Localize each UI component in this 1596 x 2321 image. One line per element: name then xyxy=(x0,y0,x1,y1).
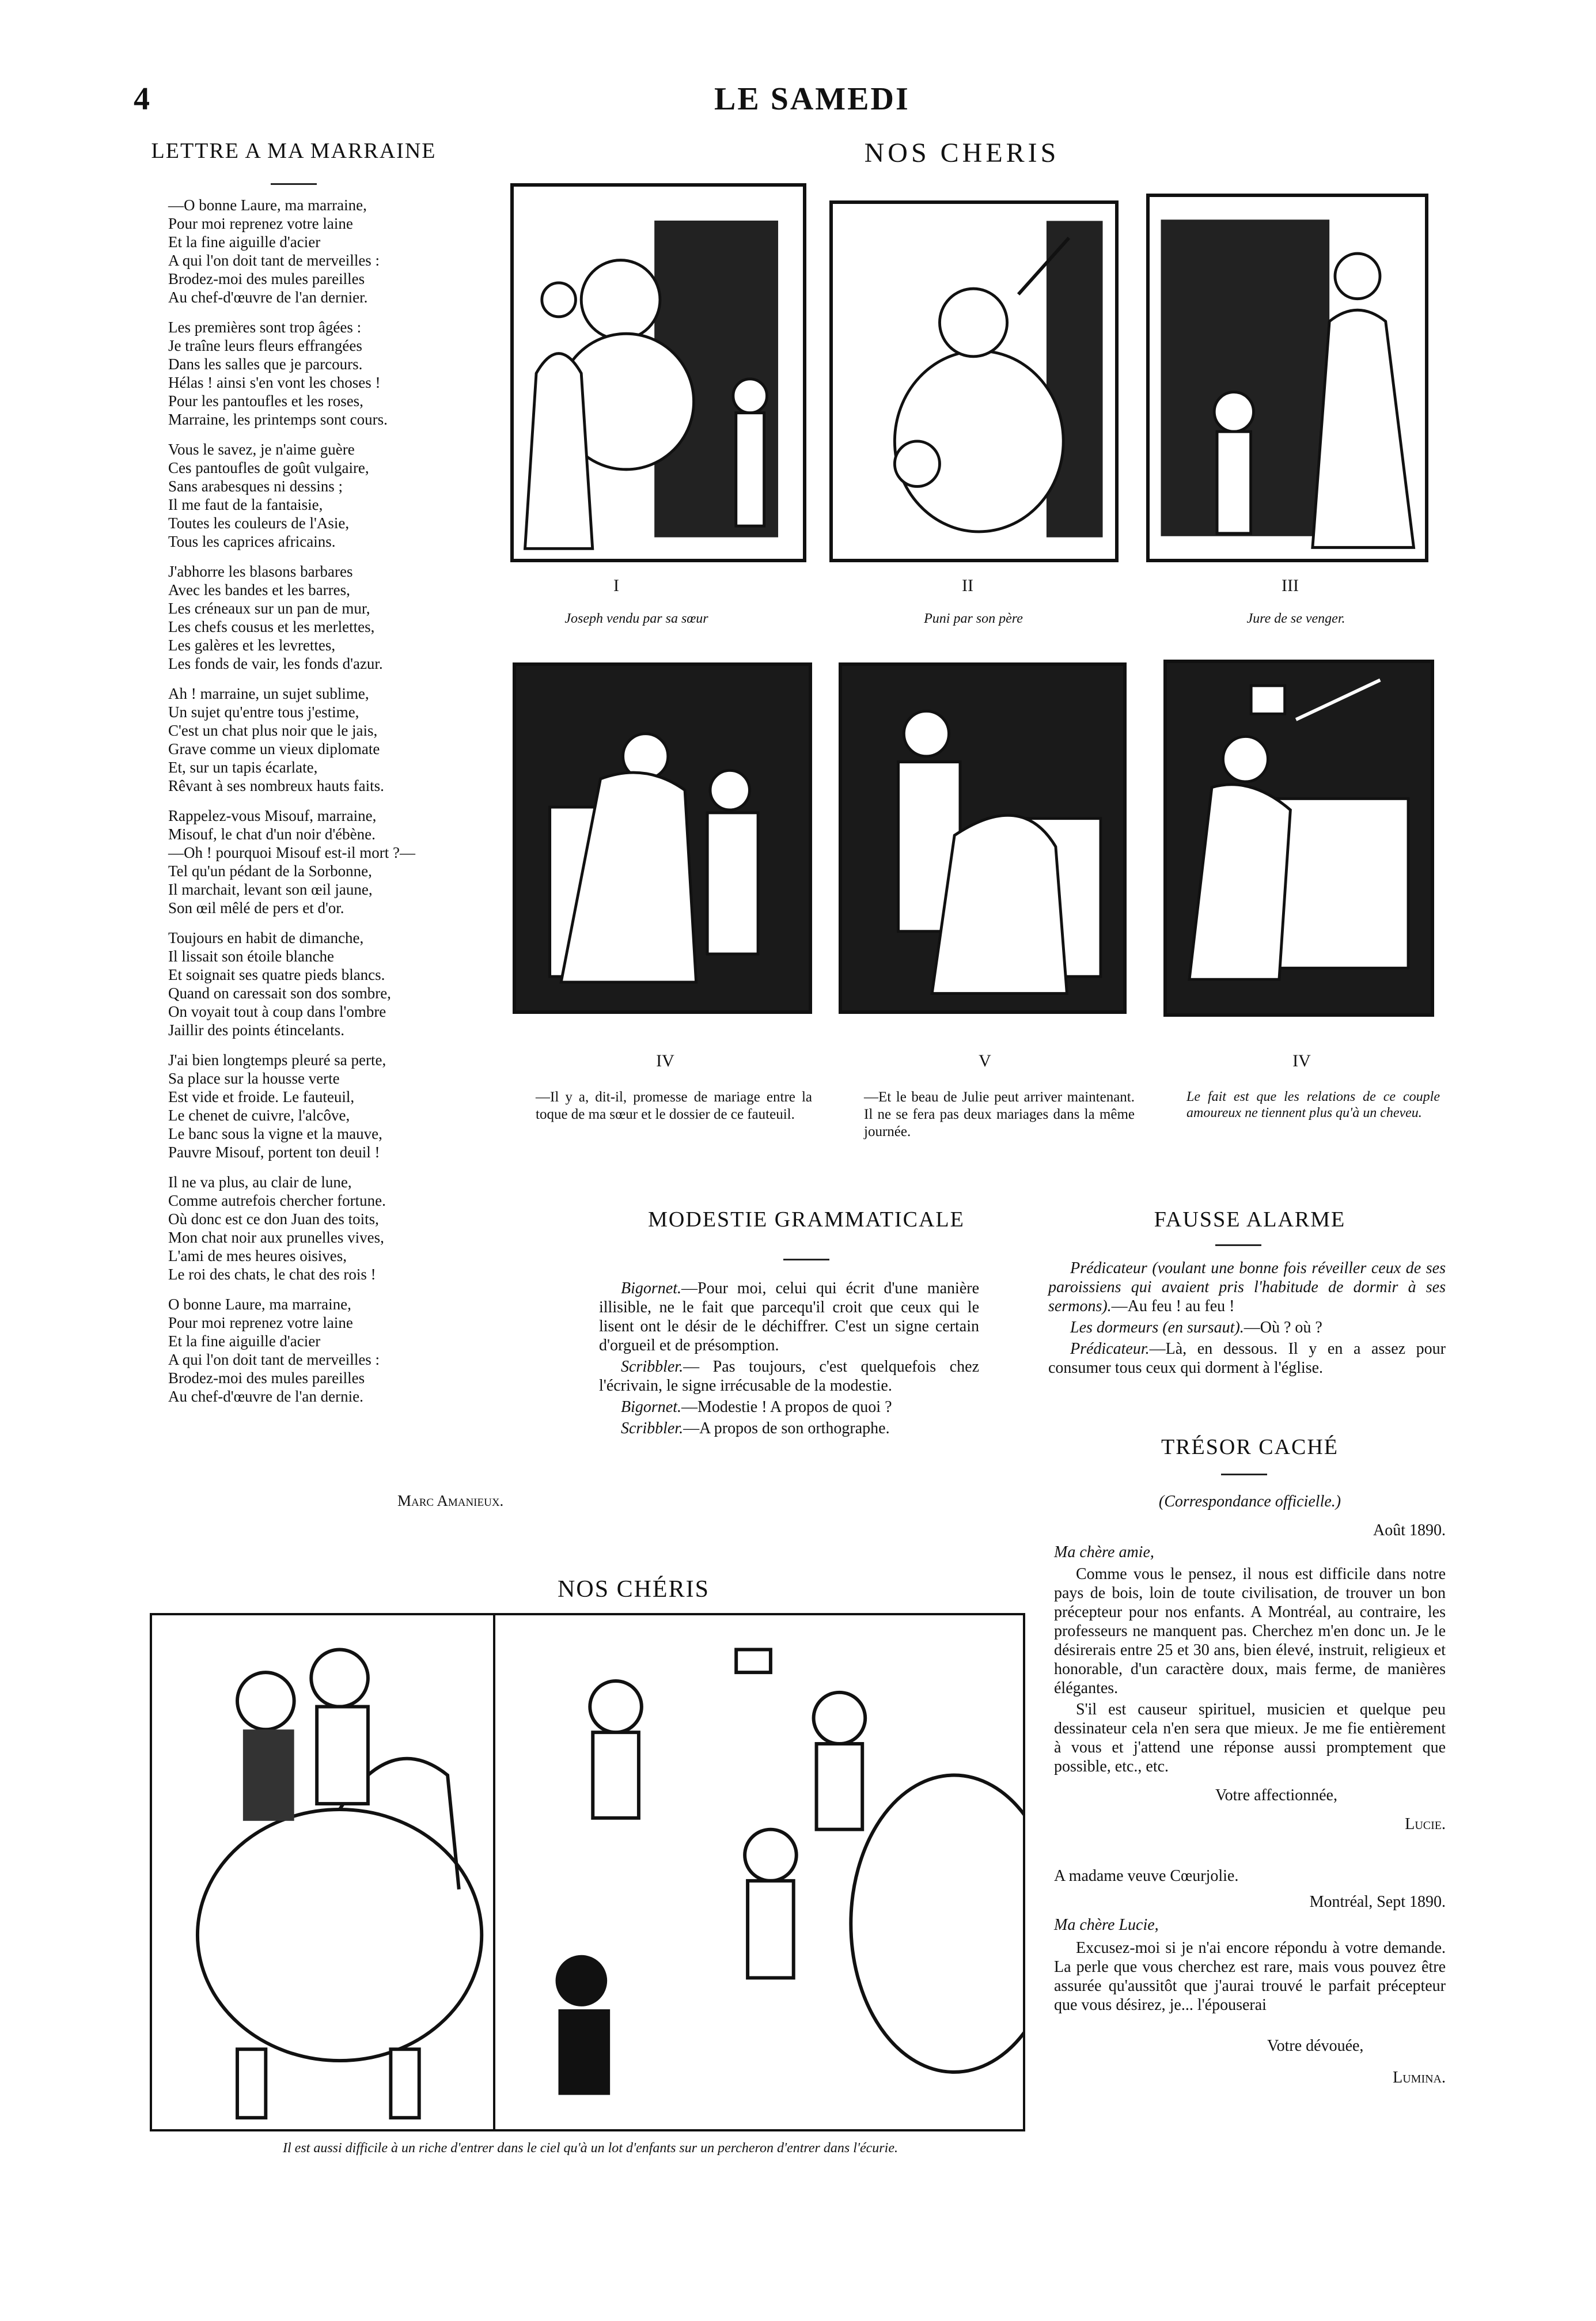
poem-stanza: J'abhorre les blasons barbares Avec les bandes et les barres, Les créneaux sur un pan de mur, Les chefs cousus et les merlettes, Les galères et les levrettes, Les fonds de vair, les fonds d'azur. xyxy=(168,563,383,672)
tresor-address-2: A madame veuve Cœurjolie. xyxy=(1054,1867,1239,1885)
dialogue-speaker: Prédicateur xyxy=(1070,1259,1147,1277)
dialogue-line xyxy=(599,1419,979,1438)
letter-paragraph: S'il est causeur spirituel, musicien et quelque peu dessinateur cela n'en sera que mieux. Je me fie entièrement à vous et j'attend une réponse aussi promptement que possible, etc., etc. xyxy=(1054,1701,1446,1775)
tresor-subtitle: (Correspondance officielle.) xyxy=(1158,1493,1341,1510)
comic-panel-5 xyxy=(839,662,1127,1014)
poem-title: LETTRE A MA MARRAINE xyxy=(151,139,437,163)
fausse-alarme-rule xyxy=(1215,1244,1261,1246)
dialogue-line xyxy=(1048,1259,1446,1316)
bottom-comic-caption: Il est aussi difficile à un riche d'entrer dans le ciel qu'à un lot d'enfants sur un percheron d'entrer dans l'écurie. xyxy=(283,2141,898,2156)
poem-title-rule xyxy=(271,183,317,185)
panel-numeral-1: I xyxy=(613,576,619,595)
comic-top-title: NOS CHERIS xyxy=(864,138,1060,168)
comic-panel-2 xyxy=(829,200,1119,562)
modestie-body xyxy=(599,1279,979,1440)
dialogue-text: —Où ? où ? xyxy=(1244,1319,1322,1336)
dialogue-speaker: Scribbler. xyxy=(621,1358,684,1376)
tresor-rule xyxy=(1221,1474,1267,1475)
poem-stanza: J'ai bien longtemps pleuré sa perte, Sa place sur la housse verte Est vide et froide. Le fauteuil, Le chenet de cuivre, l'alcôve, Le banc sous la vigne et la mauve, Pauvre Misouf, portent ton deuil ! xyxy=(168,1051,386,1161)
dialogue-line xyxy=(1048,1318,1446,1337)
panel-caption-5: —Et le beau de Julie peut arriver maintenant. Il ne se fera pas deux mariages dans la même journée. xyxy=(864,1089,1135,1139)
newspaper-title: LE SAMEDI xyxy=(714,81,910,117)
dialogue-speaker: Bigornet. xyxy=(621,1398,681,1416)
tresor-sign-1: Lucie. xyxy=(1405,1815,1446,1833)
dialogue-speaker: Scribbler. xyxy=(621,1419,684,1437)
panel-numeral-4: IV xyxy=(656,1051,674,1070)
bottom-comic-left-panel xyxy=(150,1613,495,2131)
poem-stanza: Les premières sont trop âgées : Je traîne leurs fleurs effrangées Dans les salles que je parcours. Hélas ! ainsi s'en vont les choses ! Pour les pantoufles et les roses, Marraine, les printemps sont cours. xyxy=(168,319,388,428)
dialogue-speaker: Prédicateur. xyxy=(1070,1340,1150,1358)
comic-panel-1 xyxy=(510,183,806,562)
comic-panel-3 xyxy=(1146,194,1428,562)
tresor-letter-2 xyxy=(1054,1938,1446,2017)
fausse-alarme-title: FAUSSE ALARME xyxy=(1154,1207,1346,1232)
modestie-title: MODESTIE GRAMMATICALE xyxy=(648,1207,965,1232)
panel-numeral-3: III xyxy=(1282,576,1299,595)
dialogue-line xyxy=(599,1357,979,1395)
letter-paragraph: Comme vous le pensez, il nous est difficile dans notre pays de bois, loin de toute civilisation, de trouver un bon précepteur pour nos enfants. A Montréal, au contraire, les professeurs ne manquent pas. Cherchez m'en donc un. Je le désirerais entre 25 et 30 ans, bien élevé, instruit, religieux et honorable, d'un caractère doux, mais ferme, de manières élégantes. xyxy=(1054,1565,1446,1697)
poem-stanza: —O bonne Laure, ma marraine, Pour moi reprenez votre laine Et la fine aiguille d'acier A qui l'on doit tant de merveilles : Brodez-moi des mules pareilles Au chef-d'œuvre de l'an dernier. xyxy=(168,196,380,306)
poem-stanza: Ah ! marraine, un sujet sublime, Un sujet qu'entre tous j'estime, C'est un chat plus noir que le jais, Grave comme un vieux diplomate Et, sur un tapis écarlate, Rêvant à ses nombreux hauts faits. xyxy=(168,685,384,794)
panel-caption-4: —Il y a, dit-il, promesse de mariage entre la toque de ma sœur et le dossier de ce fauteuil. xyxy=(536,1089,812,1122)
dialogue-speaker: Bigornet. xyxy=(621,1279,681,1297)
dialogue-text: —Pour moi, celui qui écrit d'une manière illisible, ne le fait que parcequ'il croit que ceux qui le lisent ont le désir de le déchiffrer. C'est un signe certain d'orgueil et de présomption. xyxy=(599,1279,979,1354)
dialogue-text: —Là, en dessous. Il y en a assez pour consumer tous ceux qui dorment à l'église. xyxy=(1048,1340,1446,1377)
panel-caption-6: Le fait est que les relations de ce couple amoureux ne tiennent plus qu'à un cheveu. xyxy=(1186,1089,1440,1120)
poem-stanza: Vous le savez, je n'aime guère Ces pantoufles de goût vulgaire, Sans arabesques ni dessins ; Il me faut de la fantaisie, Toutes les couleurs de l'Asie, Tous les caprices africains. xyxy=(168,441,369,550)
comic-panel-4 xyxy=(513,662,812,1014)
poem-stanza: Toujours en habit de dimanche, Il lissait son étoile blanche Et soignait ses quatre pieds blancs. Quand on caressait son dos sombre, On voyait tout à coup dans l'ombre Jaillir des points étincelants. xyxy=(168,929,391,1039)
bottom-comic-right-panel xyxy=(495,1613,1025,2131)
panel-caption-3: Jure de se venger. xyxy=(1246,611,1345,626)
dialogue-speaker: Les dormeurs xyxy=(1070,1319,1159,1336)
panel-numeral-2: II xyxy=(962,576,973,595)
comic-panel-6 xyxy=(1163,660,1434,1017)
poem-stanza: Il ne va plus, au clair de lune, Comme autrefois chercher fortune. Où donc est ce don Juan des toits, Mon chat noir aux prunelles vives, L'ami de mes heures oisives, Le roi des chats, le chat des rois ! xyxy=(168,1173,386,1283)
dialogue-stage-direction: (en sursaut). xyxy=(1162,1319,1244,1336)
poem-signature: Marc Amanieux. xyxy=(397,1492,504,1509)
tresor-sign-2: Lumina. xyxy=(1393,2069,1446,2087)
tresor-salutation-1: Ma chère amie, xyxy=(1054,1543,1154,1561)
tresor-date-2: Montréal, Sept 1890. xyxy=(1309,1893,1446,1911)
dialogue-line xyxy=(599,1398,979,1417)
poem-stanza: O bonne Laure, ma marraine, Pour moi reprenez votre laine Et la fine aiguille d'acier A qui l'on doit tant de merveilles : Brodez-moi des mules pareilles Au chef-d'œuvre de l'an dernie. xyxy=(168,1296,380,1405)
dialogue-text: —A propos de son orthographe. xyxy=(683,1419,890,1437)
dialogue-line xyxy=(1048,1339,1446,1377)
tresor-closing-1: Votre affectionnée, xyxy=(1215,1786,1337,1804)
letter-paragraph: Excusez-moi si je n'ai encore répondu à votre demande. La perle que vous cherchez est rare, mais vous pouvez être assurée qu'aussitôt que j'aurai trouvé le parfait précepteur que vous désirez, je... l'épouserai xyxy=(1054,1939,1446,2014)
fausse-alarme-body xyxy=(1048,1259,1446,1380)
dialogue-text: —Au feu ! au feu ! xyxy=(1111,1297,1235,1315)
poem-stanza: Rappelez-vous Misouf, marraine, Misouf, le chat d'un noir d'ébène. —Oh ! pourquoi Misouf est-il mort ?— Tel qu'un pédant de la Sorbonne, Il marchait, levant son œil jaune, Son œil mêlé de pers et d'or. xyxy=(168,807,415,917)
modestie-rule xyxy=(783,1259,829,1260)
panel-caption-1: Joseph vendu par sa sœur xyxy=(564,611,708,626)
dialogue-text: —Modestie ! A propos de quoi ? xyxy=(681,1398,892,1416)
tresor-salutation-2: Ma chère Lucie, xyxy=(1054,1916,1159,1934)
panel-numeral-6: IV xyxy=(1292,1051,1311,1070)
dialogue-text: — Pas toujours, c'est quelquefois chez l'écrivain, le signe irrécusable de la modestie. xyxy=(599,1358,979,1395)
dialogue-stage-direction: (voulant une bonne fois réveiller ceux de ses paroissiens qui avaient pris l'habitude de dormir à ses sermons). xyxy=(1048,1259,1446,1315)
comic-bottom-title: NOS CHÉRIS xyxy=(558,1576,710,1603)
panel-numeral-5: V xyxy=(979,1051,991,1070)
poem-body xyxy=(168,196,491,1417)
page-number: 4 xyxy=(134,81,150,117)
tresor-title: TRÉSOR CACHÉ xyxy=(1161,1435,1339,1459)
tresor-date-1: Août 1890. xyxy=(1373,1521,1446,1539)
dialogue-line xyxy=(599,1279,979,1355)
tresor-letter-1 xyxy=(1054,1565,1446,1778)
panel-caption-2: Puni par son père xyxy=(924,611,1023,626)
tresor-closing-2: Votre dévouée, xyxy=(1267,2037,1364,2055)
